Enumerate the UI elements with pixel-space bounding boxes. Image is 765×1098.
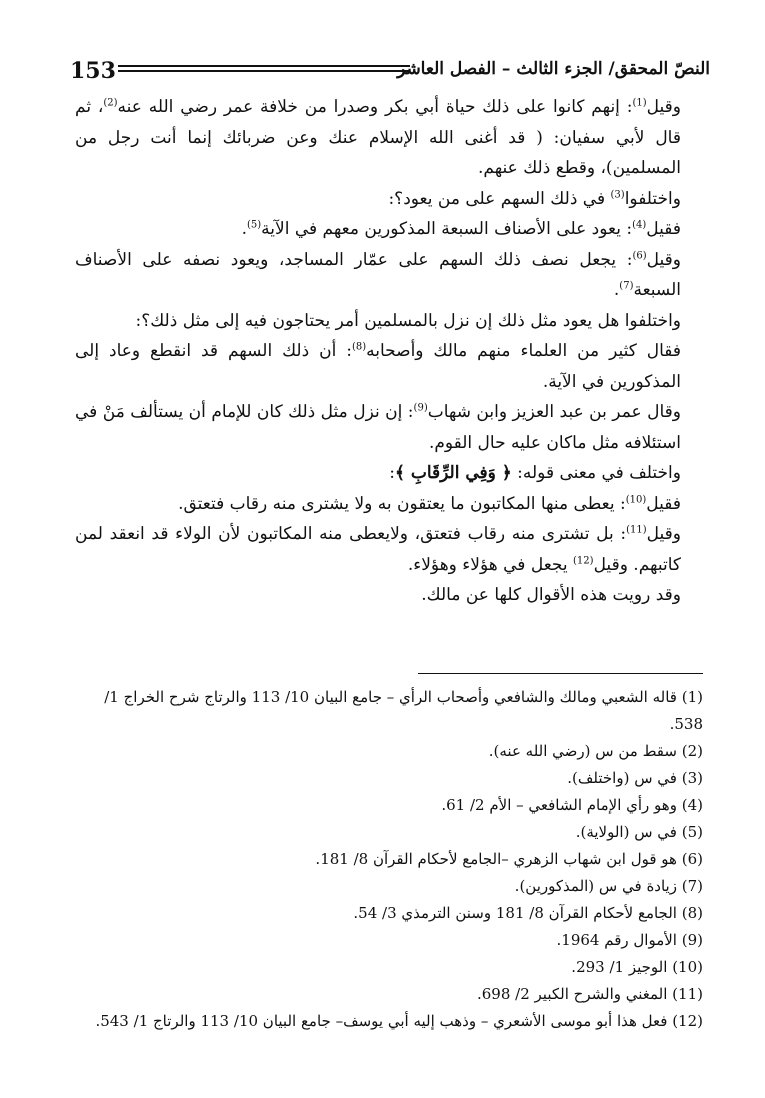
footnote: (2) سقط من س (رضي الله عنه). [488,742,703,760]
paragraph: وقيل$^{(11)}$: بل تشترى منه رقاب فتعتق، ولايعطى منه المكاتبون لأن الولاء قد انعقد لمن كاتبهم. وقيل$^{(12)}$ يجعل في هؤلاء وهؤلاء. [75,524,681,575]
footnote: (11) المغني والشرح الكبير 2/ 698. [476,985,703,1003]
footnote: (1) قاله الشعبي ومالك والشافعي وأصحاب الرأي – جامع البيان 10/ 113 والرتاج شرح الخراج 1/ 538. [104,688,703,733]
paragraph: وقال عمر بن عبد العزيز وابن شهاب$^{(9)}$: إن نزل مثل ذلك كان للإمام أن يستألف مَنْ في استئلافه مثل ماكان عليه حال القوم. [75,402,681,453]
footnote: (3) في س (واختلف). [567,769,703,787]
page-number: 153 [70,58,116,84]
paragraph: واختلفوا$^{(3)}$ في ذلك السهم على من يعود؟: [388,188,681,209]
paragraph: وقيل$^{(6)}$: يجعل نصف ذلك السهم على عمّار المساجد، ويعود نصفه على الأصناف السبعة$^{(7)}$. [75,249,681,300]
paragraph: فقيل$^{(4)}$: يعود على الأصناف السبعة المذكورين معهم في الآية$^{(5)}$. [241,219,681,239]
header-title: النصّ المحقق/ الجزء الثالث – الفصل العاشر [397,59,710,79]
footnote-separator [418,673,703,674]
footnotes [75,684,703,1035]
paragraph: فقال كثير من العلماء منهم مالك وأصحابه$^{(8)}$: أن ذلك السهم قد انقطع وعاد إلى المذكورين في الآية. [75,341,681,392]
footnote: (9) الأموال رقم 1964. [556,931,703,949]
paragraph: فقيل$^{(10)}$: يعطى منها المكاتبون ما يعتقون به ولا يشترى منه رقاب فتعتق. [178,493,681,514]
paragraph: واختلف في معنى قوله: ﴿ وَفِي الرِّقَابِ ﴾: [389,463,681,483]
main-text [75,92,703,611]
footnote: (10) الوجيز 1/ 293. [571,958,703,976]
paragraph: وقيل$^{(1)}$: إنهم كانوا على ذلك حياة أبي بكر وصدرا من خلافة عمر رضي الله عنه$^{(2)}$، ثم قال لأبي سفيان: ( قد أغنى الله الإسلام عنك وعن ضربائك إنما أنت رجل من المسلمين)، وقطع ذلك عنهم. [75,97,681,178]
footnote: (4) وهو رأي الإمام الشافعي – الأم 2/ 61. [441,796,703,814]
footnote: (12) فعل هذا أبو موسى الأشعري – وذهب إليه أبي يوسف– جامع البيان 10/ 113 والرتاج 1/ 543. [95,1012,703,1030]
header-rule [118,65,410,72]
footnote: (8) الجامع لأحكام القرآن 8/ 181 وسنن الترمذي 3/ 54. [353,904,703,922]
footnote: (5) في س (الولاية). [575,823,703,841]
page-header [70,55,710,89]
footnote: (7) زيادة في س (المذكورين). [514,877,703,895]
paragraph: وقد رويت هذه الأقوال كلها عن مالك. [421,585,681,605]
paragraph: واختلفوا هل يعود مثل ذلك إن نزل بالمسلمين أمر يحتاجون فيه إلى مثل ذلك؟: [135,310,681,331]
footnote: (6) هو قول ابن شهاب الزهري –الجامع لأحكام القرآن 8/ 181. [315,850,703,868]
